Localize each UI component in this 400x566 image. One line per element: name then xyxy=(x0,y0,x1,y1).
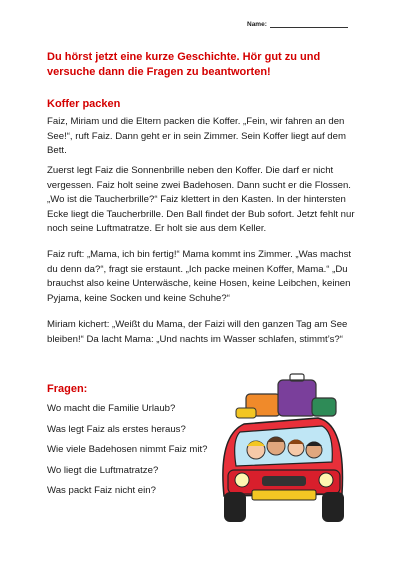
luggage-stack-icon xyxy=(236,374,336,418)
question-item: Wo liegt die Luftmatratze? xyxy=(47,465,159,476)
questions-title: Fragen: xyxy=(47,383,88,395)
story-title: Koffer packen xyxy=(47,98,121,110)
question-item: Wie viele Badehosen nimmt Faiz mit? xyxy=(47,444,208,455)
story-paragraph: Zuerst legt Faiz die Sonnenbrille neben den Koffer. Die darf er nicht vergessen. Faiz holt seine zwei Badehosen. Dann sucht er die Flossen. „Wo ist die Taucherbrille?“ Faiz klettert in den Kasten. In der hintersten Ecke liegt die Taucherbrille. Den Ball findet der Bub sofort. Jetzt fehlt nur noch seine Luftmatratze. Er holt sie aus dem Keller. xyxy=(47,165,355,234)
name-blank-line xyxy=(270,20,348,28)
question-item: Was packt Faiz nicht ein? xyxy=(47,485,156,496)
story-paragraph: Faiz ruft: „Mama, ich bin fertig!“ Mama kommt ins Zimmer. „Was machst du denn da?“, fragt sie erstaunt. „Ich packe meinen Koffer, Mama.“ „Du brauchst also keine Unterwäsche, keine Hosen, keine Leibchen, keinen Pyjama, keine Socken und keine Schuhe?“ xyxy=(47,249,352,304)
story-paragraph: Faiz, Miriam und die Eltern packen die Koffer. „Fein, wir fahren an den See!“, ruft Faiz. Dann geht er in sein Zimmer. Sein Koffer liegt auf dem Bett. xyxy=(47,116,346,156)
story-paragraph: Miriam kichert: „Weißt du Mama, der Faizi will den ganzen Tag am See bleiben!“ Da lacht Mama: „Und nachts im Wasser schlafen, stimmt’s?“ xyxy=(47,319,348,345)
name-field-label xyxy=(247,20,348,28)
instruction-text: Du hörst jetzt eine kurze Geschichte. Hör gut zu und versuche dann die Fragen zu beantworten! xyxy=(47,51,321,78)
family-car-illustration xyxy=(206,366,356,536)
name-label: Name: xyxy=(247,21,267,28)
question-item: Was legt Faiz als erstes heraus? xyxy=(47,424,186,435)
question-item: Wo macht die Familie Urlaub? xyxy=(47,403,176,414)
